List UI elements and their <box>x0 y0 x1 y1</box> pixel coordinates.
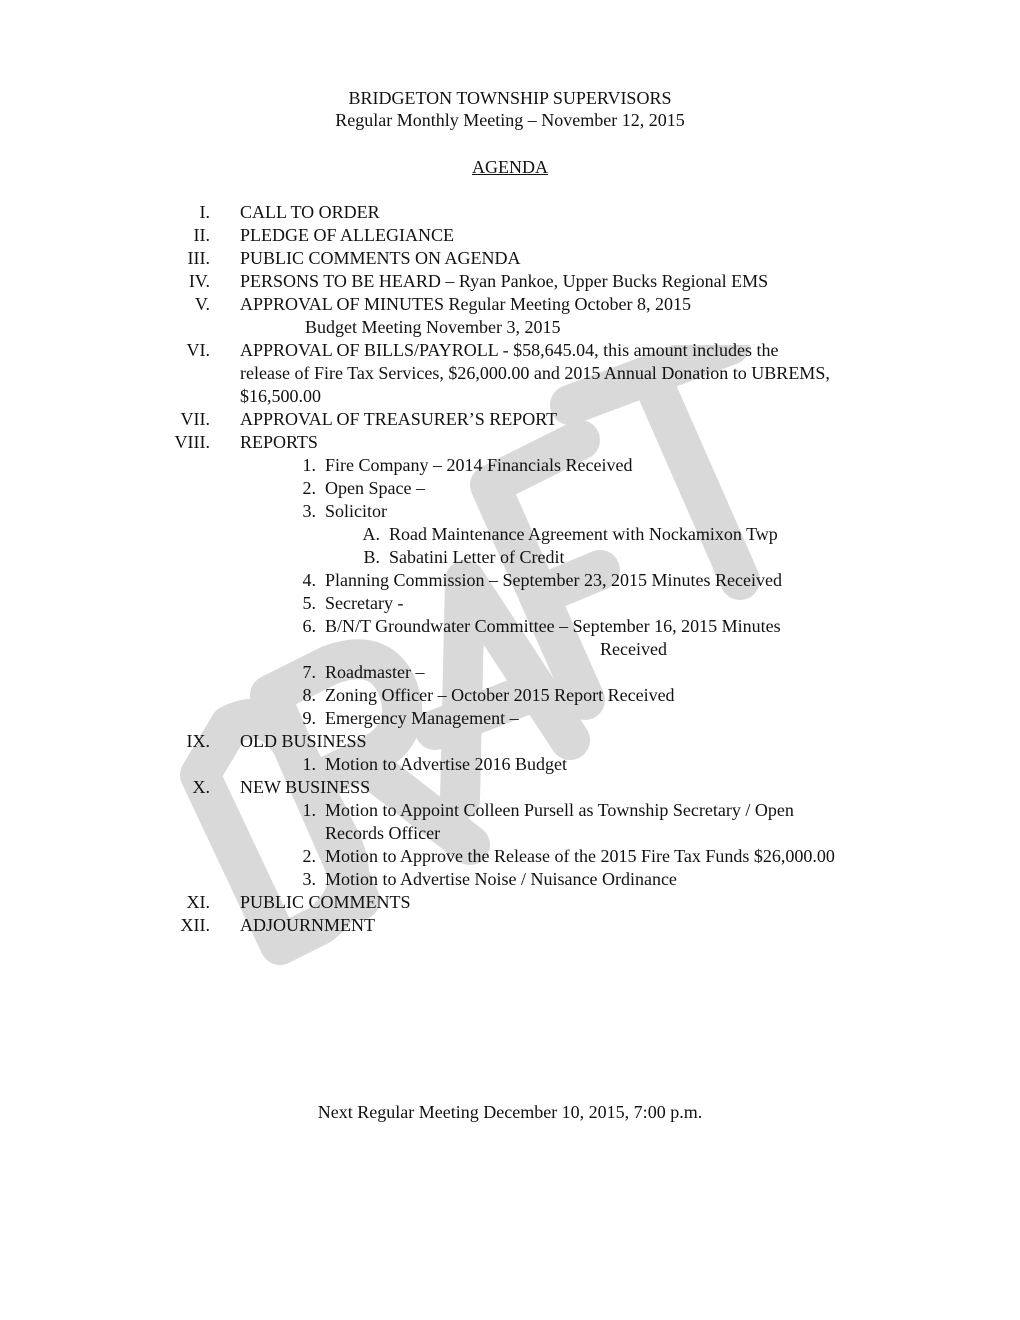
subitem-number: 1. <box>302 455 316 475</box>
item-number: XI. <box>186 892 210 912</box>
report-solicitor: Solicitor <box>325 501 387 521</box>
item-adjournment: ADJOURNMENT <box>240 915 375 935</box>
solicitor-letter-of-credit: Sabatini Letter of Credit <box>389 547 565 567</box>
report-planning-commission: Planning Commission – September 23, 2015 Minutes Received <box>325 570 782 590</box>
document-subtitle: Regular Monthly Meeting – November 12, 2015 <box>335 110 685 130</box>
report-groundwater-committee-cont: Received <box>600 639 667 659</box>
subitem-number: 3. <box>302 501 316 521</box>
subitem-number: 7. <box>302 662 316 682</box>
new-business-appoint-secretary-cont: Records Officer <box>325 823 441 843</box>
report-zoning-officer: Zoning Officer – October 2015 Report Received <box>325 685 675 705</box>
item-bills-payroll-line3: $16,500.00 <box>240 386 321 406</box>
item-reports: REPORTS <box>240 432 318 452</box>
item-bills-payroll-line1: APPROVAL OF BILLS/PAYROLL - $58,645.04, this amount includes the <box>240 340 779 360</box>
subitem-number: 8. <box>302 685 316 705</box>
item-number: VI. <box>186 340 210 360</box>
item-old-business: OLD BUSINESS <box>240 731 367 751</box>
subitem-number: 6. <box>302 616 316 636</box>
subitem-number: 1. <box>302 800 316 820</box>
item-number: IV. <box>188 271 210 291</box>
subsubitem-letter: A. <box>362 524 380 544</box>
item-number: IX. <box>186 731 210 751</box>
item-number: I. <box>199 202 210 222</box>
item-number: VII. <box>180 409 210 429</box>
agenda-heading: AGENDA <box>472 157 548 177</box>
subitem-number: 9. <box>302 708 316 728</box>
new-business-fire-tax-funds: Motion to Approve the Release of the 2015 Fire Tax Funds $26,000.00 <box>325 846 835 866</box>
item-bills-payroll-line2: release of Fire Tax Services, $26,000.00 and 2015 Annual Donation to UBREMS, <box>240 363 830 383</box>
item-public-comments: PUBLIC COMMENTS <box>240 892 411 912</box>
item-approval-of-minutes-cont: Budget Meeting November 3, 2015 <box>305 317 561 337</box>
item-new-business: NEW BUSINESS <box>240 777 371 797</box>
subsubitem-letter: B. <box>363 547 380 567</box>
report-roadmaster: Roadmaster – <box>325 662 425 682</box>
item-pledge: PLEDGE OF ALLEGIANCE <box>240 225 454 245</box>
document-title: BRIDGETON TOWNSHIP SUPERVISORS <box>348 88 672 108</box>
item-approval-of-minutes: APPROVAL OF MINUTES Regular Meeting October 8, 2015 <box>240 294 691 314</box>
report-emergency-management: Emergency Management – <box>325 708 519 728</box>
subitem-number: 4. <box>302 570 316 590</box>
item-number: X. <box>192 777 210 797</box>
old-business-advertise-budget: Motion to Advertise 2016 Budget <box>325 754 567 774</box>
new-business-noise-ordinance: Motion to Advertise Noise / Nuisance Ordinance <box>325 869 677 889</box>
report-groundwater-committee: B/N/T Groundwater Committee – September 16, 2015 Minutes <box>325 616 781 636</box>
report-secretary: Secretary - <box>325 593 404 613</box>
subitem-number: 2. <box>302 478 316 498</box>
subitem-number: 1. <box>302 754 316 774</box>
item-number: XII. <box>180 915 210 935</box>
subitem-number: 3. <box>302 869 316 889</box>
item-treasurers-report: APPROVAL OF TREASURER’S REPORT <box>240 409 558 429</box>
item-number: VIII. <box>174 432 210 452</box>
item-call-to-order: CALL TO ORDER <box>240 202 380 222</box>
report-open-space: Open Space – <box>325 478 425 498</box>
report-fire-company: Fire Company – 2014 Financials Received <box>325 455 633 475</box>
next-meeting-note: Next Regular Meeting December 10, 2015, 7:00 p.m. <box>317 1102 703 1122</box>
new-business-appoint-secretary: Motion to Appoint Colleen Pursell as Township Secretary / Open <box>325 800 794 820</box>
subitem-number: 5. <box>302 593 316 613</box>
item-number: III. <box>187 248 210 268</box>
subitem-number: 2. <box>302 846 316 866</box>
item-number: II. <box>193 225 210 245</box>
item-number: V. <box>194 294 210 314</box>
item-public-comments-agenda: PUBLIC COMMENTS ON AGENDA <box>240 248 521 268</box>
solicitor-road-maintenance: Road Maintenance Agreement with Nockamixon Twp <box>389 524 778 544</box>
item-persons-to-be-heard: PERSONS TO BE HEARD – Ryan Pankoe, Upper Bucks Regional EMS <box>240 271 769 291</box>
